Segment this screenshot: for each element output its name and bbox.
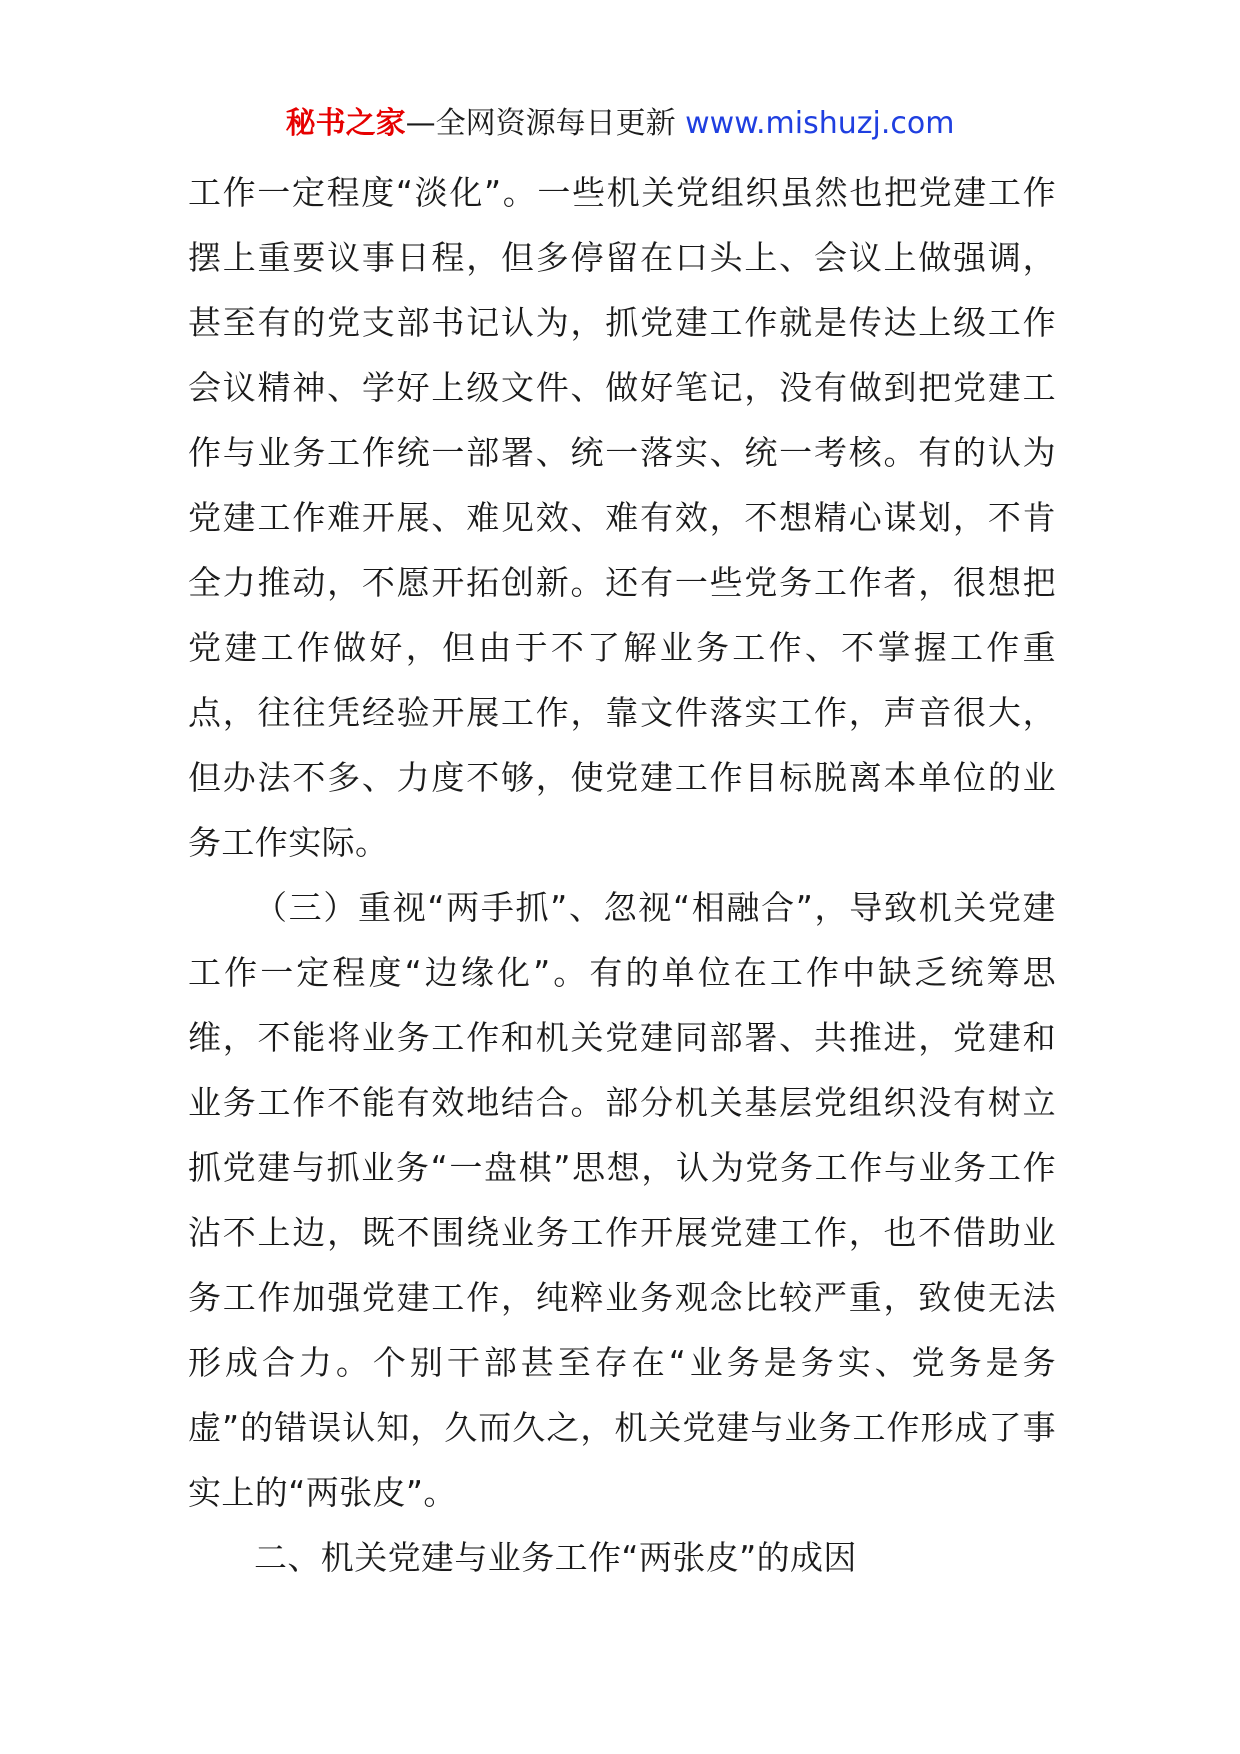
paragraph-continued: 工作一定程度“淡化”。一些机关党组织虽然也把党建工作摆上重要议事日程，但多停留在口头上、会议上做强调，甚至有的党支部书记认为，抓党建工作就是传达上级工作会议精神、学好上级文件、做好笔记，没有做到把党建工作与业务工作统一部署、统一落实、统一考核。有的认为党建工作难开展、难见效、难有效，不想精心谋划，不肯全力推动，不愿开拓创新。还有一些党务工作者，很想把党建工作做好，但由于不了解业务工作、不掌握工作重点，往往凭经验开展工作，靠文件落实工作，声音很大，但办法不多、力度不够，使党建工作目标脱离本单位的业务工作实际。 [188, 173, 1056, 862]
site-url-link[interactable]: www.mishuzj.com [685, 106, 955, 141]
document-body [188, 160, 1056, 1590]
site-tagline: —全网资源每日更新 [405, 106, 676, 141]
section-heading: 二、机关党建与业务工作“两张皮”的成因 [254, 1538, 857, 1577]
site-brand: 秘书之家 [285, 106, 406, 141]
page-header [0, 102, 1240, 146]
paragraph-section-three: （三）重视“两手抓”、忽视“相融合”，导致机关党建工作一定程度“边缘化”。有的单位在工作中缺乏统筹思维，不能将业务工作和机关党建同部署、共推进，党建和业务工作不能有效地结合。部分机关基层党组织没有树立抓党建与抓业务“一盘棋”思想，认为党务工作与业务工作沾不上边，既不围绕业务工作开展党建工作，也不借助业务工作加强党建工作，纯粹业务观念比较严重，致使无法形成合力。个别干部甚至存在“业务是务实、党务是务虚”的错误认知，久而久之，机关党建与业务工作形成了事实上的“两张皮”。 [188, 888, 1056, 1512]
